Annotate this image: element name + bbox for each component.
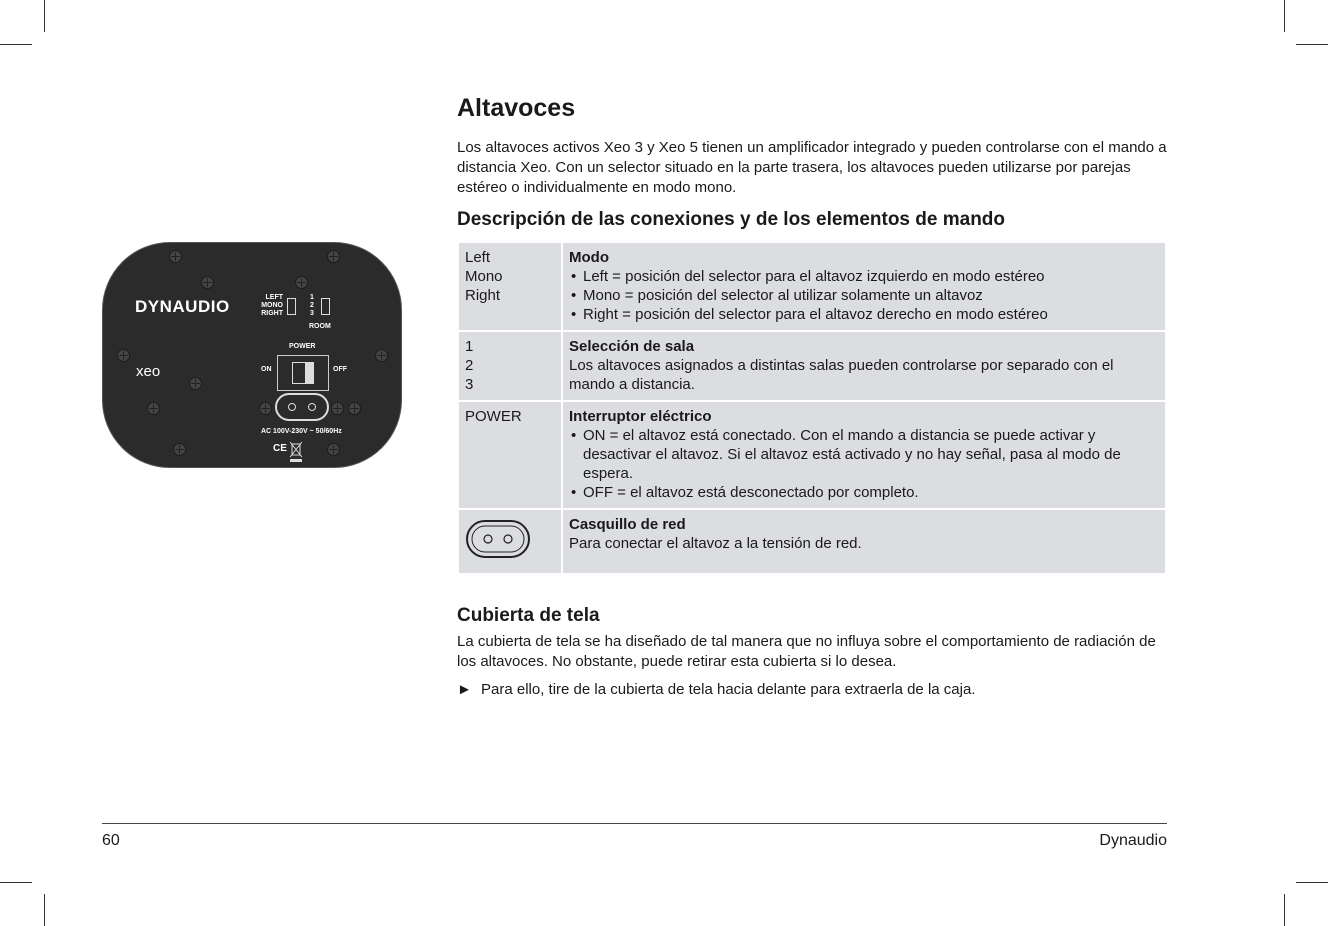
table-row — [459, 332, 1165, 400]
crop-mark — [0, 882, 32, 883]
cover-paragraph: La cubierta de tela se ha diseñado de tal manera que no influya sobre el comportamiento de radiación de los altavoces. No obstante, puede retirar esta cubierta si lo desea. — [457, 633, 1156, 670]
screw-icon — [331, 402, 344, 415]
power-rating: AC 100V-230V ~ 50/60Hz — [261, 428, 342, 435]
weee-bin-icon — [289, 441, 303, 463]
room-numbers: 1 2 3 — [310, 294, 314, 317]
table-row — [459, 510, 1165, 573]
mode-selector-labels: LEFT MONO RIGHT — [261, 294, 283, 317]
screw-icon — [327, 250, 340, 263]
crop-mark — [44, 0, 45, 32]
off-label: OFF — [333, 366, 347, 373]
model-logo: xeo — [136, 363, 161, 380]
mode-selector-switch — [287, 298, 296, 315]
screw-icon — [169, 250, 182, 263]
screw-icon — [348, 402, 361, 415]
mode-description: Modo • Left = posición del selector para el altavoz izquierdo en modo estéreo • Mono = posición del selector al utilizar solamente un altavoz • Right = posición del selector para el altavoz derecho en modo estéreo — [563, 243, 1165, 330]
page-title: Altavoces — [457, 94, 576, 122]
screw-icon — [259, 402, 272, 415]
cover-heading: Cubierta de tela — [457, 605, 600, 626]
power-socket-icon — [275, 393, 329, 421]
socket-key — [459, 510, 561, 573]
arrow-icon: ► — [457, 681, 472, 698]
crop-mark — [1296, 44, 1328, 45]
instruction-step — [457, 680, 975, 700]
crop-mark — [44, 894, 45, 926]
page-number: 60 — [102, 832, 120, 849]
on-label: ON — [261, 366, 272, 373]
screw-icon — [189, 377, 202, 390]
connections-table — [457, 241, 1167, 575]
list-item: • Mono = posición del selector al utilizar solamente un altavoz — [569, 286, 1159, 305]
speaker-back-panel-illustration — [102, 242, 402, 468]
table-row — [459, 402, 1165, 508]
intro-paragraph: Los altavoces activos Xeo 3 y Xeo 5 tienen un amplificador integrado y pueden controlarse con el mando a distancia Xeo. Con un selector situado en la parte trasera, los altavoces pueden utilizarse por parejas estéreo o individualmente en modo mono. — [457, 139, 1167, 196]
crop-mark — [0, 44, 32, 45]
screw-icon — [201, 276, 214, 289]
screw-icon — [375, 349, 388, 362]
list-item: • Left = posición del selector para el altavoz izquierdo en modo estéreo — [569, 267, 1159, 286]
room-label: ROOM — [309, 323, 331, 330]
power-description: Interruptor eléctrico • ON = el altavoz está conectado. Con el mando a distancia se puede activar y desactivar el altavoz. Si el altavoz está activado y no hay señal, pasa al modo de espera. • OFF = el altavoz está desconectado por completo. — [563, 402, 1165, 508]
room-keys: 1 2 3 — [459, 332, 561, 400]
list-item: • ON = el altavoz está conectado. Con el mando a distancia se puede activar y desactivar el altavoz. Si el altavoz está activado y no hay señal, pasa al modo de espera. — [569, 426, 1159, 483]
connections-heading: Descripción de las conexiones y de los elementos de mando — [457, 209, 1006, 230]
crop-mark — [1296, 882, 1328, 883]
screw-icon — [117, 349, 130, 362]
screw-icon — [173, 443, 186, 456]
power-label: POWER — [289, 343, 316, 350]
socket-description: Casquillo de red Para conectar el altavoz a la tensión de red. — [563, 510, 1165, 573]
power-socket-icon — [465, 519, 531, 559]
ce-mark: CE — [273, 443, 287, 454]
list-item: • OFF = el altavoz está desconectado por completo. — [569, 483, 1159, 502]
table-row — [459, 243, 1165, 330]
brand-logo: DYNAUDIO — [135, 297, 230, 316]
room-description: Selección de sala Los altavoces asignados a distintas salas pueden controlarse por separado con el mando a distancia. — [563, 332, 1165, 400]
footer-rule — [102, 823, 1167, 824]
power-key: POWER — [459, 402, 561, 508]
crop-mark — [1284, 0, 1285, 32]
list-item: • Right = posición del selector para el altavoz derecho en modo estéreo — [569, 305, 1159, 324]
screw-icon — [327, 443, 340, 456]
footer-brand: Dynaudio — [1099, 832, 1167, 849]
instruction-text: Para ello, tire de la cubierta de tela hacia delante para extraerla de la caja. — [481, 681, 976, 698]
screw-icon — [147, 402, 160, 415]
power-switch — [277, 355, 329, 391]
mode-keys: Left Mono Right — [459, 243, 561, 330]
room-selector-switch — [321, 298, 330, 315]
crop-mark — [1284, 894, 1285, 926]
screw-icon — [295, 276, 308, 289]
